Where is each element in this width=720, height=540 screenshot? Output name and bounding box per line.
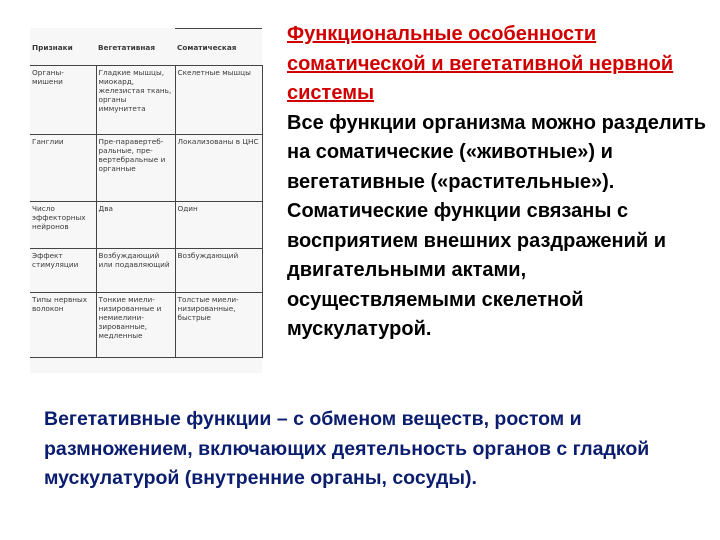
table-cell: Гладкие мышцы, миокард, железистая ткань, органы иммунитета [96, 66, 175, 135]
scanned-comparison-table-image [30, 28, 262, 373]
bottom-paragraph: Вегетативные функции – с обменом веществ, ростом и размножением, включающих деятельность органов с гладкой мускулатурой (внутренние органы, сосуды). [44, 408, 650, 489]
table-cell: Тонкие миели-низированные и немиелини-зированные, медленные [96, 293, 175, 358]
table-cell: Толстые миели-низированные, быстрые [175, 293, 262, 358]
table-cell: Возбуждающий [175, 249, 262, 293]
header-cell: Вегетативная [98, 42, 156, 52]
header-cell: Соматическая [175, 29, 262, 66]
table-cell: Ганглии [30, 135, 96, 202]
table-cell: Скелетные мышцы [175, 66, 262, 135]
comparison-table [30, 28, 263, 358]
table-header-row [30, 29, 262, 66]
table-cell: Возбуждающий или подавляющий [96, 249, 175, 293]
slide-description: Все функции организма можно разделить на соматические («животные») и вегетативные («растительные»). Соматические функции связаны с восприятием внешних раздражений и двигательными актами, осуществляемыми скелетной мускулатурой. [287, 111, 707, 340]
table-cell: Органы-мишени [30, 66, 96, 135]
table-row [30, 66, 262, 135]
table-cell: Два [96, 202, 175, 249]
table-row [30, 293, 262, 358]
table-cell: Пре-паравертеб-ральные, пре-вертебральные и органные [96, 135, 175, 202]
table-row [30, 202, 262, 249]
header-cell: Признаки [32, 42, 73, 52]
right-text-block [287, 20, 707, 345]
table-row [30, 249, 262, 293]
table-cell: Один [175, 202, 262, 249]
table-cell: Эффект стимуляции [30, 249, 96, 293]
table-row [30, 135, 262, 202]
table-cell: Локализованы в ЦНС [175, 135, 262, 202]
slide-title: Функциональные особенности соматической и вегетативной нервной системы [287, 23, 674, 104]
table-cell: Число эффекторных нейронов [30, 202, 96, 249]
table-cell: Типы нервных волокон [30, 293, 96, 358]
